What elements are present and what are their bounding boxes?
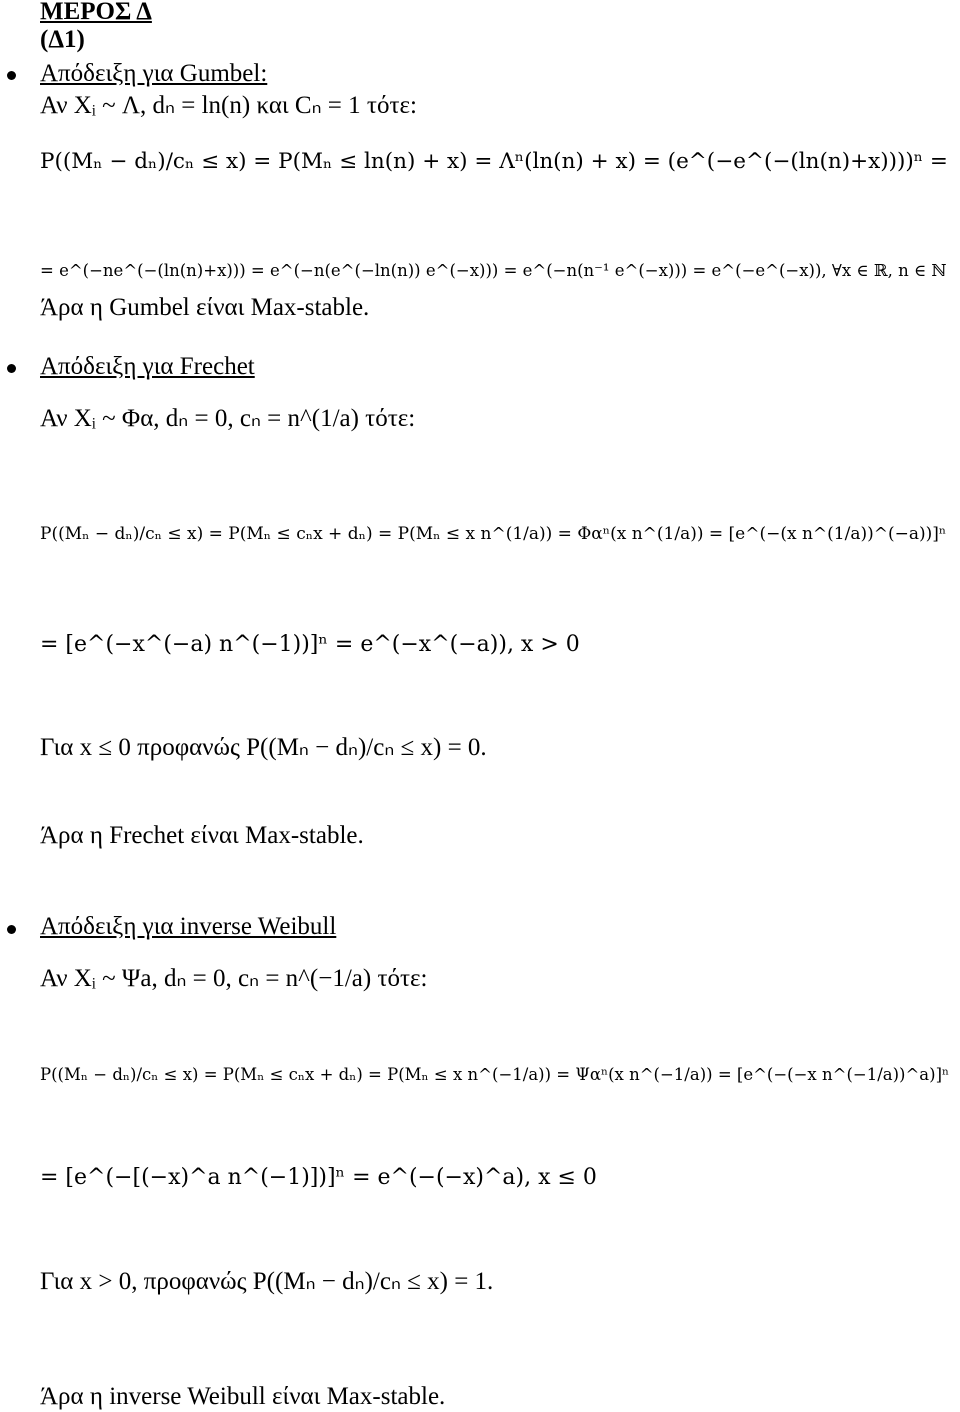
frechet-condition: Αν Xᵢ ~ Φα, dₙ = 0, cₙ = n^(1/a) τότε: [40, 405, 416, 432]
weibull-conclusion: Άρα η inverse Weibull είναι Max-stable. [40, 1383, 446, 1410]
weibull-heading: Απόδειξη για inverse Weibull [40, 913, 337, 940]
bullet-icon [7, 71, 16, 80]
weibull-condition: Αν Xᵢ ~ Ψa, dₙ = 0, cₙ = n^(−1/a) τότε: [40, 965, 428, 992]
gumbel-condition: Αν Xᵢ ~ Λ, dₙ = ln(n) και Cₙ = 1 τότε: [40, 92, 417, 119]
frechet-equation-1: P((Mₙ − dₙ)/cₙ ≤ x) = P(Mₙ ≤ cₙx + dₙ) = P(Mₙ ≤ x n^(1/a)) = Φαⁿ(x n^(1/a)) = [e^(−(x n^(1/a))^(−a))]ⁿ [40, 524, 947, 544]
gumbel-equation-2: = e^(−ne^(−(ln(n)+x))) = e^(−n(e^(−ln(n)) e^(−x))) = e^(−n(n⁻¹ e^(−x))) = e^(−e^(−x)), ∀x ∈ ℝ, n ∈ ℕ [40, 261, 947, 280]
gumbel-equation-1: P((Mₙ − dₙ)/cₙ ≤ x) = P(Mₙ ≤ ln(n) + x) = Λⁿ(ln(n) + x) = (e^(−e^(−(ln(n)+x))))ⁿ = [40, 149, 948, 174]
bullet-icon [7, 925, 16, 934]
bullet-icon [7, 364, 16, 373]
weibull-equation-1: P((Mₙ − dₙ)/cₙ ≤ x) = P(Mₙ ≤ cₙx + dₙ) = P(Mₙ ≤ x n^(−1/a)) = Ψαⁿ(x n^(−1/a)) = [e^(−(−x n^(−1/a))^a)]ⁿ [40, 1065, 950, 1084]
frechet-conclusion: Άρα η Frechet είναι Max-stable. [40, 822, 364, 849]
frechet-case-nonpositive: Για x ≤ 0 προφανώς P((Mₙ − dₙ)/cₙ ≤ x) = 0. [40, 734, 487, 761]
frechet-heading: Απόδειξη για Frechet [40, 353, 255, 380]
gumbel-conclusion: Άρα η Gumbel είναι Max-stable. [40, 294, 370, 321]
frechet-equation-2: = [e^(−x^(−a) n^(−1))]ⁿ = e^(−x^(−a)), x > 0 [40, 632, 580, 657]
section-subtitle: (Δ1) [40, 26, 85, 53]
weibull-case-positive: Για x > 0, προφανώς P((Mₙ − dₙ)/cₙ ≤ x) = 1. [40, 1268, 494, 1295]
gumbel-heading: Απόδειξη για Gumbel: [40, 60, 268, 87]
weibull-equation-2: = [e^(−[(−x)^a n^(−1)])]ⁿ = e^(−(−x)^a), x ≤ 0 [40, 1165, 597, 1190]
part-title: ΜΕΡΟΣ Δ [40, 0, 152, 25]
